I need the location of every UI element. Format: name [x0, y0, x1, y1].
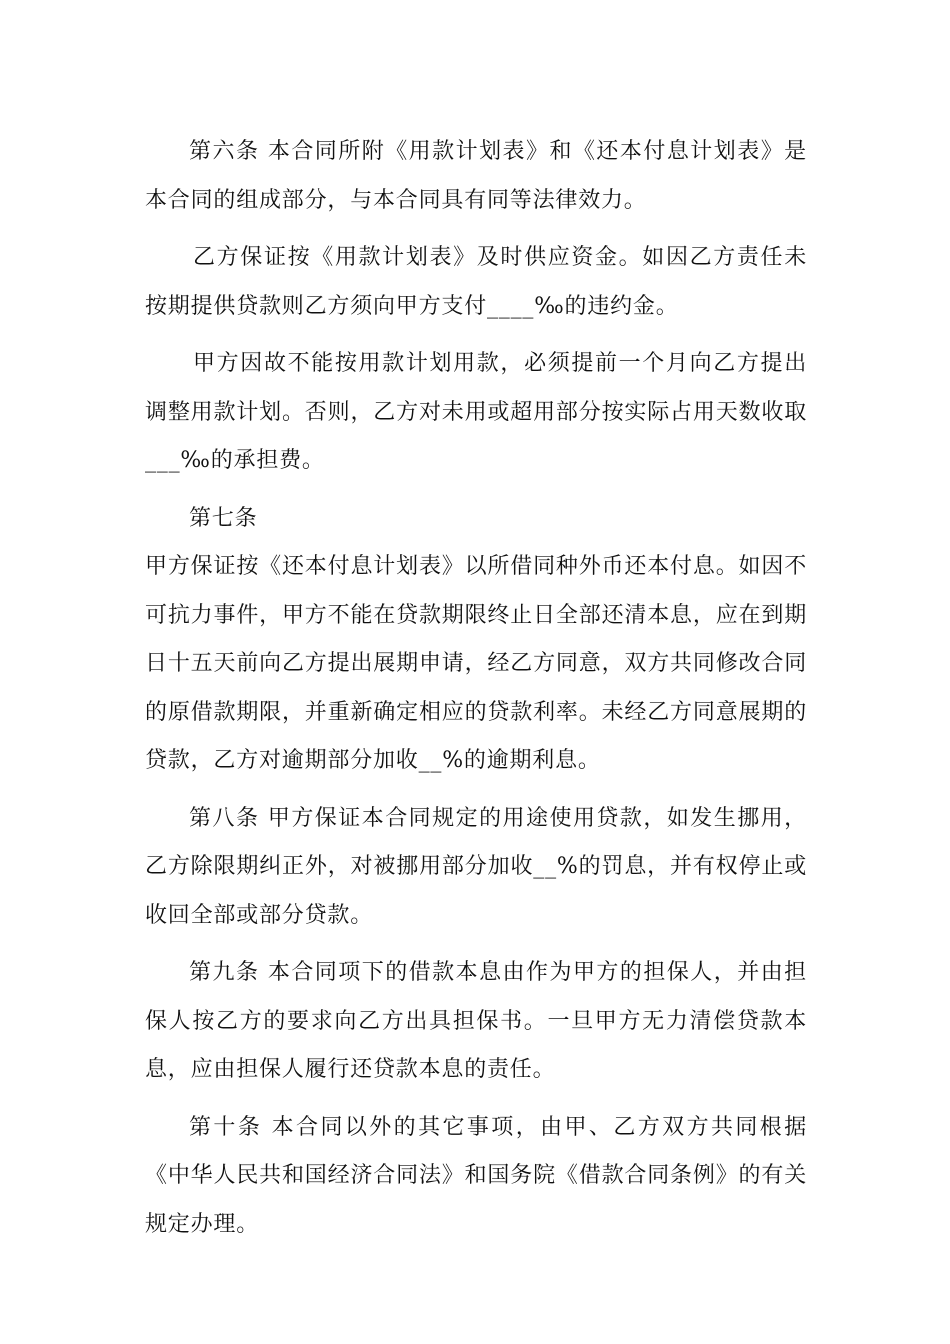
paragraph-article-6-adjust: 甲方因故不能按用款计划用款，必须提前一个月向乙方提出调整用款计划。否则，乙方对未用或超用部分按实际占用天数收取___‰的承担费。 [145, 351, 807, 473]
paragraph-article-9: 第九条 本合同项下的借款本息由作为甲方的担保人，并由担保人按乙方的要求向乙方出具担保书。一旦甲方无力清偿贷款本息，应由担保人履行还贷款本息的责任。 [145, 960, 807, 1082]
contract-body [145, 128, 807, 1258]
paragraph-article-6-supply: 乙方保证按《用款计划表》及时供应资金。如因乙方责任未按期提供贷款则乙方须向甲方支付____‰的违约金。 [145, 245, 807, 319]
paragraph-article-8: 第八条 甲方保证本合同规定的用途使用贷款，如发生挪用，乙方除限期纠正外，对被挪用部分加收__%的罚息，并有权停止或收回全部或部分贷款。 [145, 805, 807, 928]
paragraph-article-6: 第六条 本合同所附《用款计划表》和《还本付息计划表》是本合同的组成部分，与本合同具有同等法律效力。 [145, 139, 807, 213]
paragraph-article-7-body: 甲方保证按《还本付息计划表》以所借同种外币还本付息。如因不可抗力事件，甲方不能在贷款期限终止日全部还清本息，应在到期日十五天前向乙方提出展期申请，经乙方同意，双方共同修改合同的原借款期限，并重新确定相应的贷款利率。未经乙方同意展期的贷款，乙方对逾期部分加收__%的逾期利息。 [145, 554, 807, 773]
paragraph-article-7-heading: 第七条 [189, 505, 258, 531]
paragraph-article-10: 第十条 本合同以外的其它事项，由甲、乙方双方共同根据《中华人民共和国经济合同法》和国务院《借款合同条例》的有关规定办理。 [145, 1114, 807, 1237]
